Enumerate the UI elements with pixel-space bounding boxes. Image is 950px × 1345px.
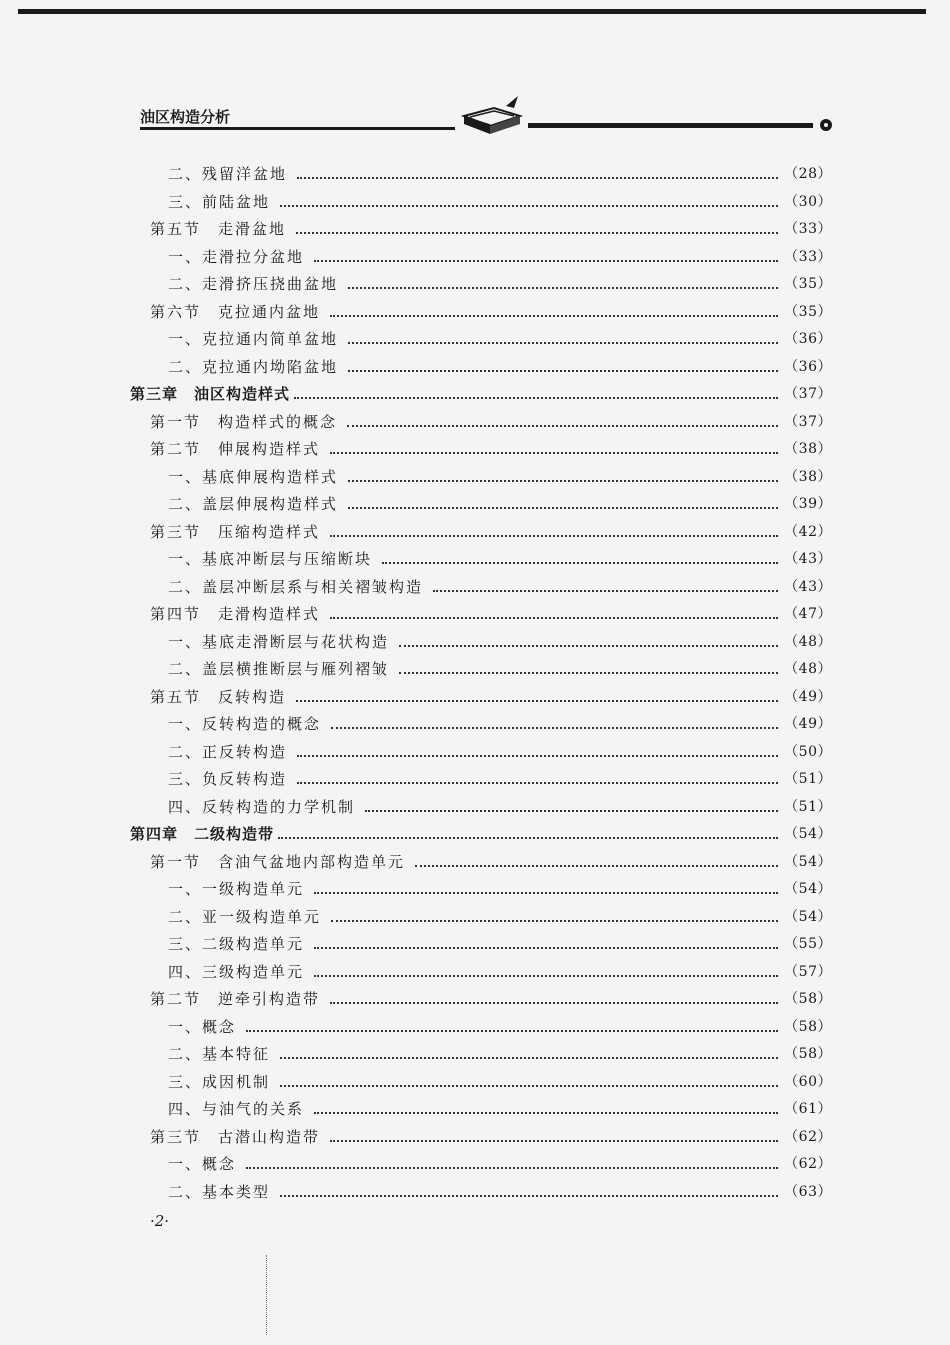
- toc-section-entry: [150, 1123, 832, 1147]
- toc-page-number: （57）: [784, 963, 832, 980]
- toc-section-entry: [150, 985, 832, 1009]
- toc-dot-leader: [382, 562, 778, 564]
- toc-dot-leader: [297, 177, 778, 179]
- toc-section-entry: [150, 683, 832, 707]
- toc-dot-leader: [294, 397, 778, 399]
- toc-subsection-entry: [168, 1095, 832, 1119]
- toc-dot-leader: [330, 452, 778, 454]
- toc-entry-title: 第四节 走滑构造样式: [150, 605, 321, 623]
- toc-page-number: （51）: [784, 771, 832, 787]
- toc-page-number: （30）: [784, 193, 832, 210]
- toc-entry-title: 二、基本特征: [168, 1045, 271, 1063]
- toc-entry-title: 三、二级构造单元: [168, 935, 305, 953]
- toc-subsection-entry: [168, 958, 832, 982]
- toc-page-number: （58）: [784, 991, 832, 1007]
- page-number: ·2·: [150, 1212, 170, 1230]
- toc-dot-leader: [314, 947, 778, 949]
- header-rule-right: [528, 123, 813, 128]
- toc-entry-title: 三、负反转构造: [168, 770, 288, 788]
- toc-page-number: （62）: [784, 1128, 832, 1145]
- toc-dot-leader: [280, 205, 778, 207]
- toc-subsection-entry: [168, 655, 832, 679]
- toc-entry-title: 二、盖层伸展构造样式: [168, 495, 339, 513]
- toc-dot-leader: [297, 782, 778, 784]
- toc-entry-title: 第二节 逆牵引构造带: [150, 990, 321, 1008]
- toc-dot-leader: [330, 617, 778, 619]
- header-title: 油区构造分析: [140, 108, 231, 126]
- toc-subsection-entry: [168, 1013, 832, 1037]
- toc-subsection-entry: [168, 490, 832, 514]
- toc-page-number: （58）: [784, 1018, 832, 1035]
- toc-dot-leader: [246, 1030, 778, 1032]
- toc-dot-leader: [314, 975, 778, 977]
- toc-entry-title: 四、三级构造单元: [168, 962, 305, 981]
- toc-subsection-entry: [168, 1150, 832, 1174]
- book-icon: [460, 94, 526, 138]
- toc-page-number: （54）: [784, 853, 832, 870]
- toc-subsection-entry: [168, 188, 832, 212]
- toc-entry-title: 第六节 克拉通内盆地: [150, 302, 321, 321]
- toc-page-number: （63）: [784, 1183, 832, 1200]
- toc-entry-title: 二、亚一级构造单元: [168, 907, 322, 926]
- toc-entry-title: 第二节 伸展构造样式: [150, 440, 321, 458]
- toc-dot-leader: [314, 1112, 778, 1114]
- toc-entry-title: 第四章 二级构造带: [130, 825, 275, 843]
- toc-subsection-entry: [168, 903, 832, 927]
- toc-entry-title: 二、盖层横推断层与雁列褶皱: [168, 660, 390, 678]
- toc-section-entry: [150, 215, 832, 239]
- toc-dot-leader: [330, 315, 778, 317]
- toc-subsection-entry: [168, 1068, 832, 1092]
- header-rule-left: [140, 127, 455, 130]
- toc-section-entry: [150, 435, 832, 459]
- toc-dot-leader: [415, 865, 778, 867]
- toc-dot-leader: [348, 287, 778, 289]
- toc-subsection-entry: [168, 1178, 832, 1202]
- toc-dot-leader: [297, 755, 778, 757]
- toc-dot-leader: [296, 232, 778, 234]
- toc-dot-leader: [348, 370, 778, 372]
- toc-entry-title: 第三章 油区构造样式: [130, 385, 291, 403]
- toc-page-number: （33）: [784, 248, 832, 265]
- toc-page-number: （61）: [784, 1101, 832, 1117]
- toc-page-number: （33）: [784, 221, 832, 237]
- toc-page-number: （54）: [784, 881, 832, 897]
- toc-section-entry: [150, 600, 832, 624]
- toc-entry-title: 第五节 走滑盆地: [150, 220, 287, 238]
- toc-section-entry: [150, 518, 832, 542]
- toc-dot-leader: [348, 480, 778, 482]
- toc-dot-leader: [347, 425, 778, 427]
- toc-entry-title: 一、概念: [168, 1155, 237, 1173]
- header-dot-icon: [820, 119, 832, 131]
- toc-page-number: （50）: [784, 743, 832, 760]
- toc-subsection-entry: [168, 545, 832, 569]
- toc-subsection-entry: [168, 710, 832, 734]
- toc-subsection-entry: [168, 573, 832, 597]
- toc-page-number: （49）: [784, 688, 832, 705]
- toc-section-entry: [150, 408, 832, 432]
- toc-subsection-entry: [168, 930, 832, 954]
- toc-page-number: （49）: [784, 716, 832, 732]
- toc-entry-title: 第三节 古潜山构造带: [150, 1127, 321, 1146]
- toc-subsection-entry: [168, 243, 832, 267]
- toc-chapter-entry: [130, 820, 832, 844]
- toc-subsection-entry: [168, 463, 832, 487]
- toc-entry-title: 二、基本类型: [168, 1182, 271, 1201]
- toc-entry-title: 第一节 构造样式的概念: [150, 412, 338, 431]
- toc-page-number: （58）: [784, 1046, 832, 1062]
- toc-entry-title: 一、基底走滑断层与花状构造: [168, 632, 390, 651]
- toc-dot-leader: [314, 260, 778, 262]
- toc-entry-title: 一、走滑拉分盆地: [168, 247, 305, 266]
- toc-entry-title: 三、成因机制: [168, 1072, 271, 1091]
- toc-page-number: （37）: [784, 413, 832, 430]
- toc-entry-title: 四、反转构造的力学机制: [168, 797, 356, 816]
- toc-dot-leader: [433, 590, 778, 592]
- scan-mark: [266, 1255, 269, 1335]
- toc-entry-title: 一、概念: [168, 1017, 237, 1036]
- toc-entry-title: 一、一级构造单元: [168, 880, 305, 898]
- toc-dot-leader: [399, 672, 778, 674]
- toc-page-number: （28）: [784, 166, 832, 182]
- toc-page-number: （38）: [784, 441, 832, 457]
- toc-page-number: （62）: [784, 1156, 832, 1172]
- toc-page-number: （51）: [784, 798, 832, 815]
- toc-subsection-entry: [168, 738, 832, 762]
- toc-entry-title: 一、基底冲断层与压缩断块: [168, 550, 373, 568]
- toc-dot-leader: [246, 1167, 778, 1169]
- toc-page-number: （42）: [784, 523, 832, 540]
- toc-dot-leader: [399, 645, 778, 647]
- toc-entry-title: 三、前陆盆地: [168, 192, 271, 211]
- toc-dot-leader: [330, 1002, 778, 1004]
- toc-dot-leader: [348, 507, 778, 509]
- toc-entry-title: 第一节 含油气盆地内部构造单元: [150, 852, 406, 871]
- toc-page-number: （35）: [784, 276, 832, 292]
- top-rule: [18, 9, 926, 14]
- toc-entry-title: 一、克拉通内简单盆地: [168, 330, 339, 348]
- toc-page-number: （35）: [784, 303, 832, 320]
- toc-page-number: （47）: [784, 606, 832, 622]
- toc-dot-leader: [330, 1140, 778, 1142]
- toc-dot-leader: [296, 700, 778, 702]
- toc-entry-title: 二、盖层冲断层系与相关褶皱构造: [168, 577, 424, 596]
- toc-page-number: （39）: [784, 496, 832, 512]
- toc-entry-title: 二、走滑挤压挠曲盆地: [168, 275, 339, 293]
- toc-page-number: （60）: [784, 1073, 832, 1090]
- toc-dot-leader: [331, 727, 778, 729]
- toc-page-number: （48）: [784, 633, 832, 650]
- toc-dot-leader: [330, 535, 778, 537]
- toc-subsection-entry: [168, 160, 832, 184]
- toc-dot-leader: [280, 1057, 778, 1059]
- toc-subsection-entry: [168, 270, 832, 294]
- toc-section-entry: [150, 848, 832, 872]
- toc-dot-leader: [348, 342, 778, 344]
- toc-subsection-entry: [168, 628, 832, 652]
- toc-entry-title: 第三节 压缩构造样式: [150, 522, 321, 541]
- toc-dot-leader: [278, 837, 778, 839]
- toc-page-number: （36）: [784, 358, 832, 375]
- toc-section-entry: [150, 298, 832, 322]
- toc-dot-leader: [365, 810, 778, 812]
- toc-dot-leader: [314, 892, 778, 894]
- toc-page-number: （48）: [784, 661, 832, 677]
- toc-page-number: （43）: [784, 551, 832, 567]
- toc-subsection-entry: [168, 793, 832, 817]
- toc-subsection-entry: [168, 875, 832, 899]
- toc-subsection-entry: [168, 353, 832, 377]
- toc-entry-title: 四、与油气的关系: [168, 1100, 305, 1118]
- toc-entry-title: 一、基底伸展构造样式: [168, 467, 339, 486]
- toc-subsection-entry: [168, 1040, 832, 1064]
- toc-chapter-entry: [130, 380, 832, 404]
- toc-entry-title: 一、反转构造的概念: [168, 715, 322, 733]
- toc-entry-title: 第五节 反转构造: [150, 687, 287, 706]
- toc-page-number: （43）: [784, 578, 832, 595]
- toc-entry-title: 二、残留洋盆地: [168, 165, 288, 183]
- toc-subsection-entry: [168, 325, 832, 349]
- toc-dot-leader: [280, 1195, 778, 1197]
- toc-dot-leader: [280, 1085, 778, 1087]
- toc-page-number: （55）: [784, 936, 832, 952]
- running-header: [140, 100, 840, 140]
- toc-page-number: （38）: [784, 468, 832, 485]
- toc-page-number: （54）: [784, 826, 832, 842]
- toc-page-number: （37）: [784, 386, 832, 402]
- toc-page-number: （36）: [784, 331, 832, 347]
- toc-subsection-entry: [168, 765, 832, 789]
- toc-dot-leader: [331, 920, 778, 922]
- toc-entry-title: 二、克拉通内坳陷盆地: [168, 357, 339, 376]
- toc-entry-title: 二、正反转构造: [168, 742, 288, 761]
- toc-page-number: （54）: [784, 908, 832, 925]
